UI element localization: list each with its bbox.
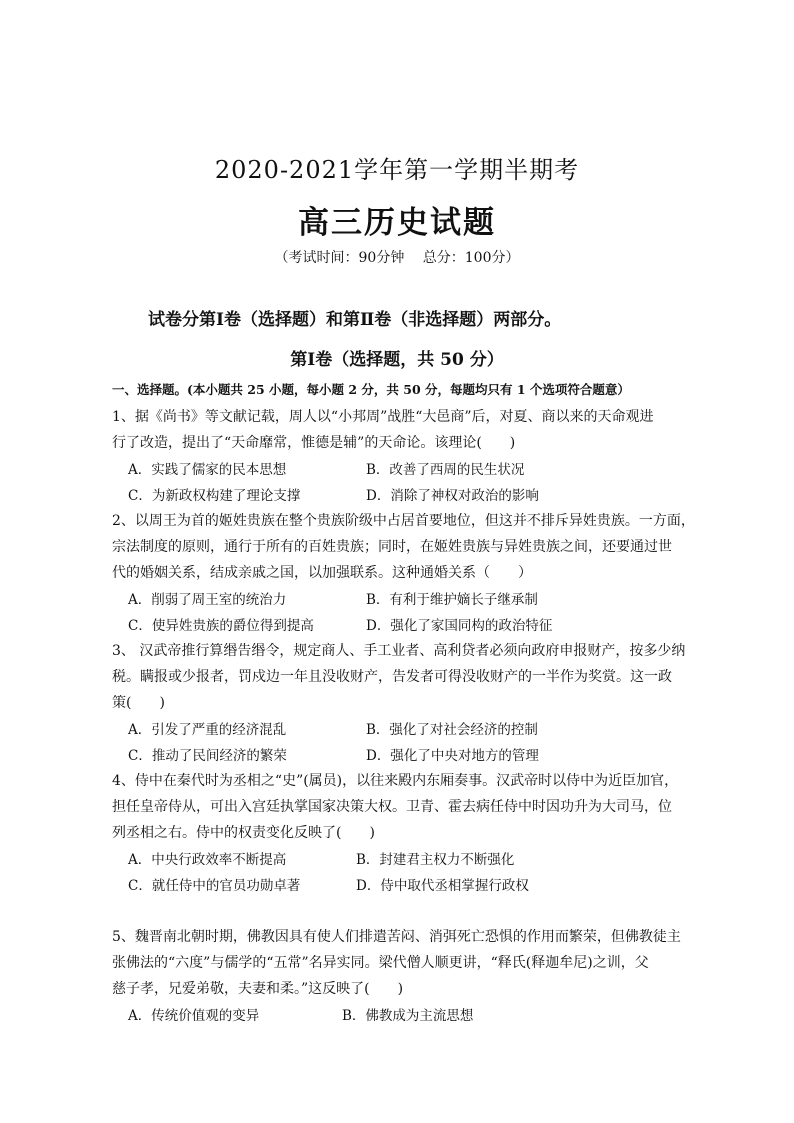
question-4-line-1: 4、侍中在秦代时为丞相之“史”(属员)，以往来殿内东厢奏事。汉武帝时以侍中为近臣加官， (112, 773, 679, 789)
exam-title: 高三历史试题 (298, 205, 496, 241)
question-4-option-c: C．就任侍中的官员功勋卓著 (128, 878, 301, 894)
question-1-option-d: D．消除了神权对政治的影响 (366, 488, 539, 504)
question-2-line-2: 宗法制度的原则，通行于所有的百姓贵族；同时，在姬姓贵族与异姓贵族之间，还要通过世 (112, 539, 672, 555)
question-4-line-3: 列丞相之右。侍中的权责变化反映了( ) (112, 825, 375, 841)
question-5-line-2: 张佛法的“六度”与儒学的“五常”名异实同。梁代僧人顺更讲，“释氏(释迦牟尼)之训，父 (112, 955, 649, 971)
question-2-option-a: A．削弱了周王室的统治力 (128, 592, 287, 608)
question-3-line-2: 税。瞒报或少报者，罚戍边一年且没收财产，告发者可得没收财产的一半作为奖赏。这一政 (112, 669, 672, 685)
question-1-option-c: C．为新政权构建了理论支撑 (128, 488, 301, 504)
question-3-line-1: 3、 汉武帝推行算缗告缗令，规定商人、手工业者、高利贷者必须向政府申报财产，按多少纳 (112, 643, 686, 659)
question-1-option-b: B．改善了西周的民生状况 (366, 462, 525, 478)
question-1-line-2: 行了改造，提出了“天命靡常，惟德是辅”的天命论。该理论( ) (112, 435, 516, 451)
exam-term: 2020-2021学年第一学期半期考 (214, 156, 580, 184)
question-5-option-a: A．传统价值观的变异 (128, 1008, 260, 1024)
question-2-option-d: D．强化了家国同构的政治特征 (366, 618, 553, 634)
question-2-line-3: 代的婚姻关系，结成亲戚之国，以加强联系。这种通婚关系（ ） (112, 565, 532, 581)
question-3-option-c: C．推动了民间经济的繁荣 (128, 748, 287, 764)
question-5-line-1: 5、魏晋南北朝时期，佛教因具有使人们排遣苦闷、消弭死亡恐惧的作用而繁荣，但佛教徒主 (112, 929, 681, 945)
section-title: 第Ⅰ卷（选择题，共 50 分） (290, 350, 504, 370)
question-3-option-b: B．强化了对社会经济的控制 (366, 722, 538, 738)
question-2-line-1: 2、以周王为首的姬姓贵族在整个贵族阶级中占居首要地位，但这并不排斥异姓贵族。一方面， (112, 513, 695, 529)
exam-info: （考试时间：90分钟 总分：100分） (274, 250, 520, 266)
section-intro: 一、选择题。(本小题共 25 小题，每小题 2 分，共 50 分，每题均只有 1 个选项符合题意） (112, 382, 630, 397)
question-3-option-d: D．强化了中央对地方的管理 (366, 748, 539, 764)
question-1-line-1: 1、据《尚书》等文献记载，周人以“小邦周”战胜“大邑商”后，对夏、商以来的天命观进 (112, 409, 654, 425)
question-4-line-2: 担任皇帝侍从，可出入宫廷执掌国家决策大权。卫青、霍去病任侍中时因功升为大司马，位 (112, 799, 672, 815)
question-4-option-b: B．封建君主权力不断强化 (356, 852, 515, 868)
question-2-option-b: B．有利于维护嫡长子继承制 (366, 592, 538, 608)
question-4-option-d: D．侍中取代丞相掌握行政权 (356, 878, 529, 894)
question-5-option-b: B．佛教成为主流思想 (342, 1008, 474, 1024)
question-1-option-a: A．实践了儒家的民本思想 (128, 462, 287, 478)
question-3-line-3: 策( ) (112, 695, 165, 711)
paper-structure: 试卷分第Ⅰ卷（选择题）和第Ⅱ卷（非选择题）两部分。 (148, 310, 562, 330)
question-2-option-c: C．使异姓贵族的爵位得到提高 (128, 618, 314, 634)
question-5-line-3: 慈子孝，兄爱弟敬，夫妻和柔。”这反映了( ) (112, 981, 404, 997)
question-4-option-a: A．中央行政效率不断提高 (128, 852, 287, 868)
question-3-option-a: A．引发了严重的经济混乱 (128, 722, 287, 738)
